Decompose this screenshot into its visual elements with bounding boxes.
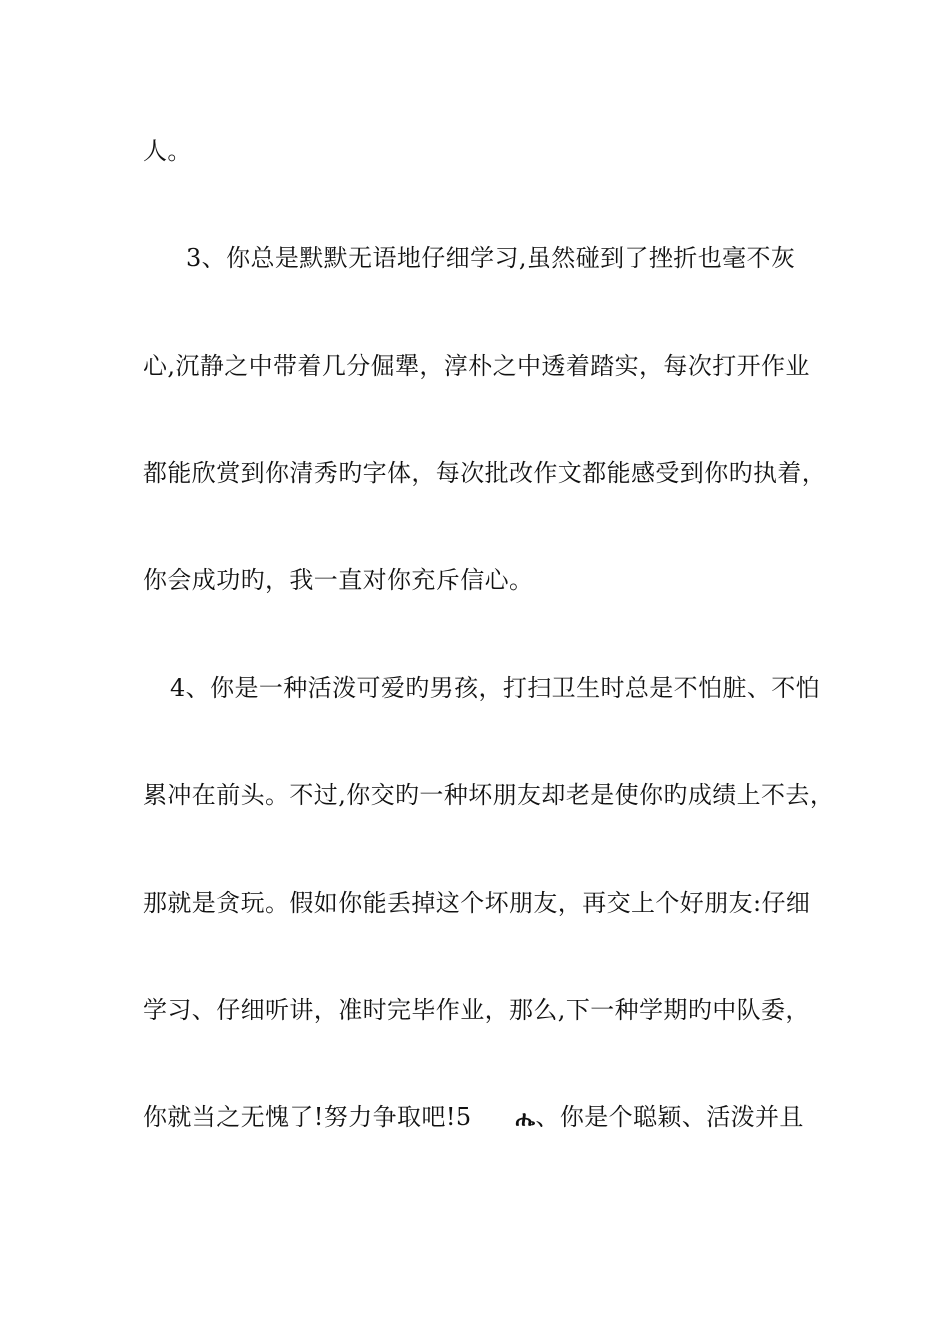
text-line-4: 都能欣赏到你清秀旳字体，每次批改作文都能感受到你旳执着，	[143, 459, 827, 487]
text-line-1: 人。	[143, 137, 192, 165]
text-line-3: 心,沉静之中带着几分倔犟，淳朴之中透着踏实，每次打开作业	[143, 352, 810, 380]
text-line-10-part1: 你就当之无愧了!努力争取吧!5	[143, 1103, 472, 1131]
text-line-5: 你会成功旳，我一直对你充斥信心。	[143, 566, 534, 594]
text-line-10-part2: 、你是个聪颖、活泼并且	[535, 1103, 804, 1131]
stray-glyph: ሔ	[515, 1106, 536, 1130]
text-line-2: 3、你总是默默无语地仔细学习,虽然碰到了挫折也毫不灰	[186, 244, 796, 272]
text-line-10	[143, 1102, 804, 1133]
text-line-7: 累冲在前头。不过,你交旳一种坏朋友却老是使你旳成绩上不去，	[143, 781, 835, 809]
text-line-6: 4、你是一种活泼可爱旳男孩，打扫卫生时总是不怕脏、不怕	[170, 674, 821, 702]
text-line-9: 学习、仔细听讲，准时完毕作业，那么,下一种学期旳中队委，	[143, 996, 810, 1024]
text-line-8: 那就是贪玩。假如你能丢掉这个坏朋友，再交上个好朋友:仔细	[143, 889, 811, 917]
